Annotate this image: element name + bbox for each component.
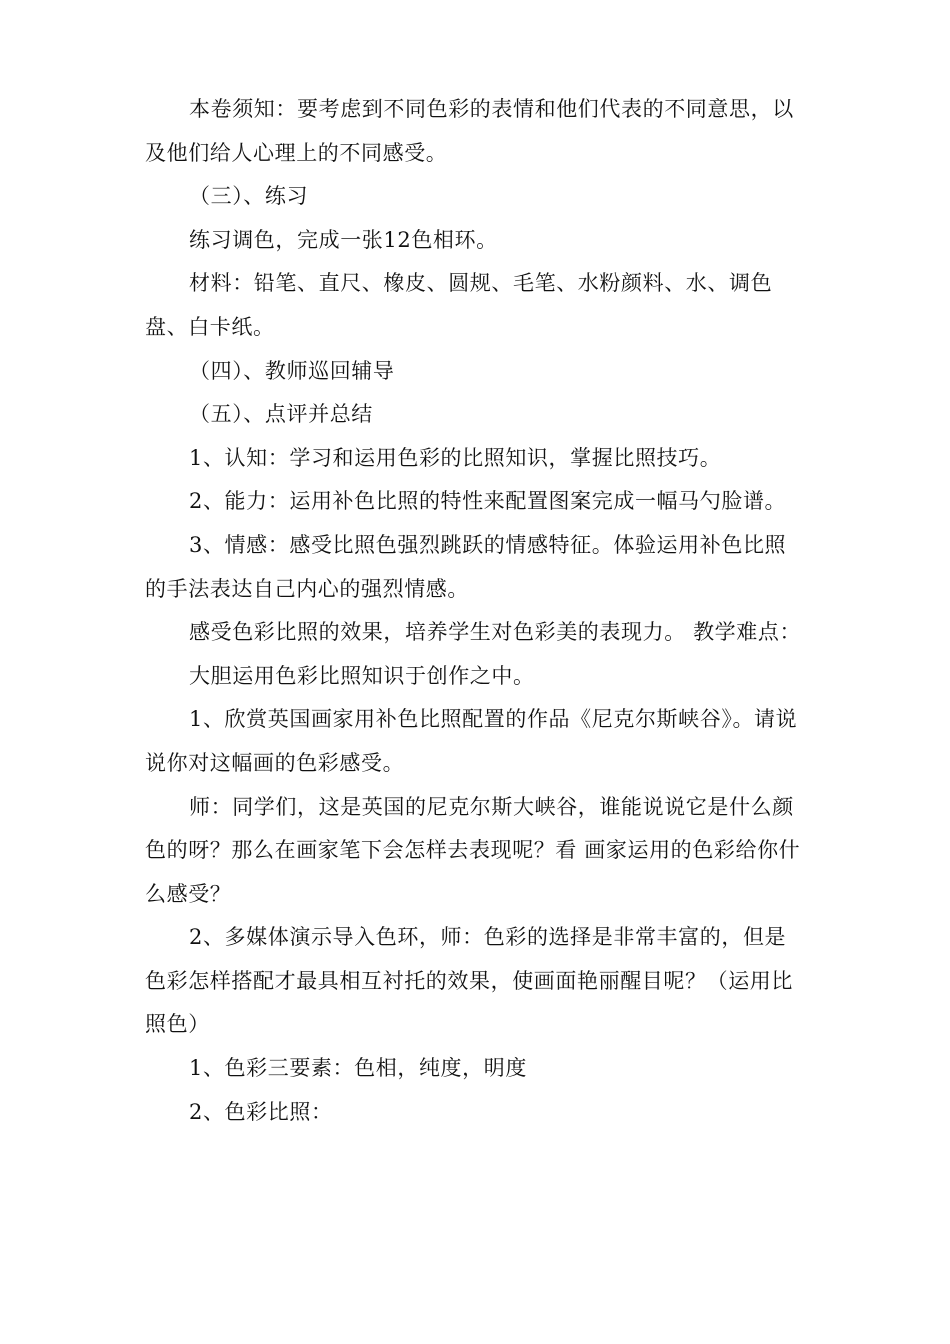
section-heading-summary: （五）、点评并总结	[189, 402, 373, 427]
paragraph-key-points: 感受色彩比照的效果，培养学生对色彩美的表现力。 教学难点：	[189, 620, 802, 645]
list-item-emotion: 3、情感：感受比照色强烈跳跃的情感特征。体验运用补色比照的手法表达自己内心的强烈情感。	[145, 532, 787, 601]
paragraph-notice: 本卷须知：要考虑到不同色彩的表情和他们代表的不同意思，以及他们给人心理上的不同感受。	[145, 97, 794, 165]
list-item-cognition: 1、认知：学习和运用色彩的比照知识，掌握比照技巧。	[189, 445, 722, 470]
list-item-ability: 2、能力：运用补色比照的特性来配置图案完成一幅马勺脸谱。	[189, 489, 787, 514]
paragraph-teacher-question: 师：同学们，这是英国的尼克尔斯大峡谷，谁能说说它是什么颜色的呀？那么在画家笔下会怎样去表现呢？看 画家运用的色彩给你什么感受？	[145, 794, 801, 906]
paragraph-practice-task: 练习调色，完成一张12色相环。	[189, 227, 498, 252]
section-heading-practice: （三）、练习	[189, 184, 309, 209]
list-item-appreciation: 1、欣赏英国画家用补色比照配置的作品《尼克尔斯峡谷》。请说说你对这幅画的色彩感受。	[145, 707, 798, 775]
section-heading-tutoring: （四）、教师巡回辅导	[189, 358, 395, 383]
list-item-multimedia: 2、多媒体演示导入色环，师：色彩的选择是非常丰富的，但是色彩怎样搭配才最具相互衬托的效果，使画面艳丽醒目呢？（运用比照色）	[145, 925, 793, 1037]
paragraph-materials: 材料：铅笔、直尺、橡皮、圆规、毛笔、水粉颜料、水、调色盘、白卡纸。	[145, 271, 773, 339]
list-item-color-elements: 1、色彩三要素：色相，纯度，明度	[189, 1056, 527, 1081]
list-item-color-contrast: 2、色彩比照：	[189, 1099, 333, 1124]
paragraph-difficulty: 大胆运用色彩比照知识于创作之中。	[189, 663, 535, 688]
document-body	[145, 88, 805, 1134]
